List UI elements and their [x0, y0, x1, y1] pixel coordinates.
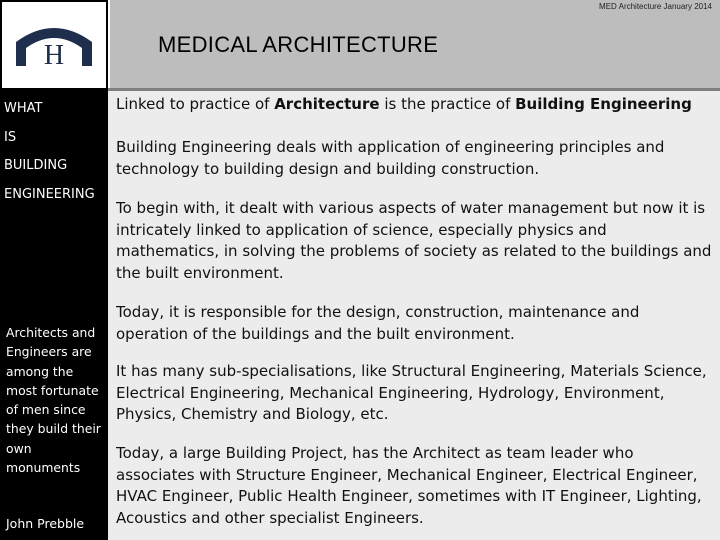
header-band — [108, 0, 720, 88]
side-line-engineering: ENGINEERING — [4, 186, 95, 202]
logo — [2, 2, 106, 88]
side-line-what: WHAT — [4, 101, 43, 116]
sidebar — [0, 0, 108, 540]
quote-author: John Prebble — [6, 516, 85, 531]
paragraph-history: To begin with, it dealt with various aspects of water management but now it is intricately linked to application of science, especially physics and mathematics, in solving the problems of society as related to the buildings and the built environment. — [116, 199, 712, 282]
paragraph-definition: Building Engineering deals with application of engineering principles and technology to building design and building construction. — [116, 138, 665, 178]
header-divider — [108, 88, 720, 91]
intro-text-a: Linked to practice of — [116, 95, 275, 113]
sidebar-quote: Architects and Engineers are among the most fortunate of men since they build their own monuments — [6, 325, 101, 476]
intro-text-c: is the practice of — [379, 95, 516, 113]
paragraph-specialisations: It has many sub-specialisations, like Structural Engineering, Materials Science, Electrical Engineering, Mechanical Engineering, Hydrology, Environment, Physics, Chemistry and Biology, etc. — [116, 362, 707, 423]
side-heading — [0, 99, 108, 213]
side-line-building: BUILDING — [4, 158, 68, 173]
page-title: MEDICAL ARCHITECTURE — [158, 32, 439, 57]
paragraph-responsibility: Today, it is responsible for the design, construction, maintenance and operation of the buildings and the built environment. — [116, 303, 640, 343]
intro-building-engineering: Building Engineering — [515, 95, 692, 113]
side-line-is: IS — [4, 129, 17, 145]
paragraph-intro — [116, 94, 714, 116]
logo-letter: H — [43, 40, 65, 71]
header-meta: MED Architecture January 2014 — [599, 2, 712, 11]
arch-h-logo-icon — [2, 2, 106, 88]
intro-architecture: Architecture — [274, 95, 380, 113]
paragraph-team: Today, a large Building Project, has the Architect as team leader who associates with Structure Engineer, Mechanical Engineer, Electrical Engineer, HVAC Engineer, Public Health Engineer, sometimes with IT Engineer, Lighting, Acoustics and other specialist Engineers. — [116, 444, 702, 527]
